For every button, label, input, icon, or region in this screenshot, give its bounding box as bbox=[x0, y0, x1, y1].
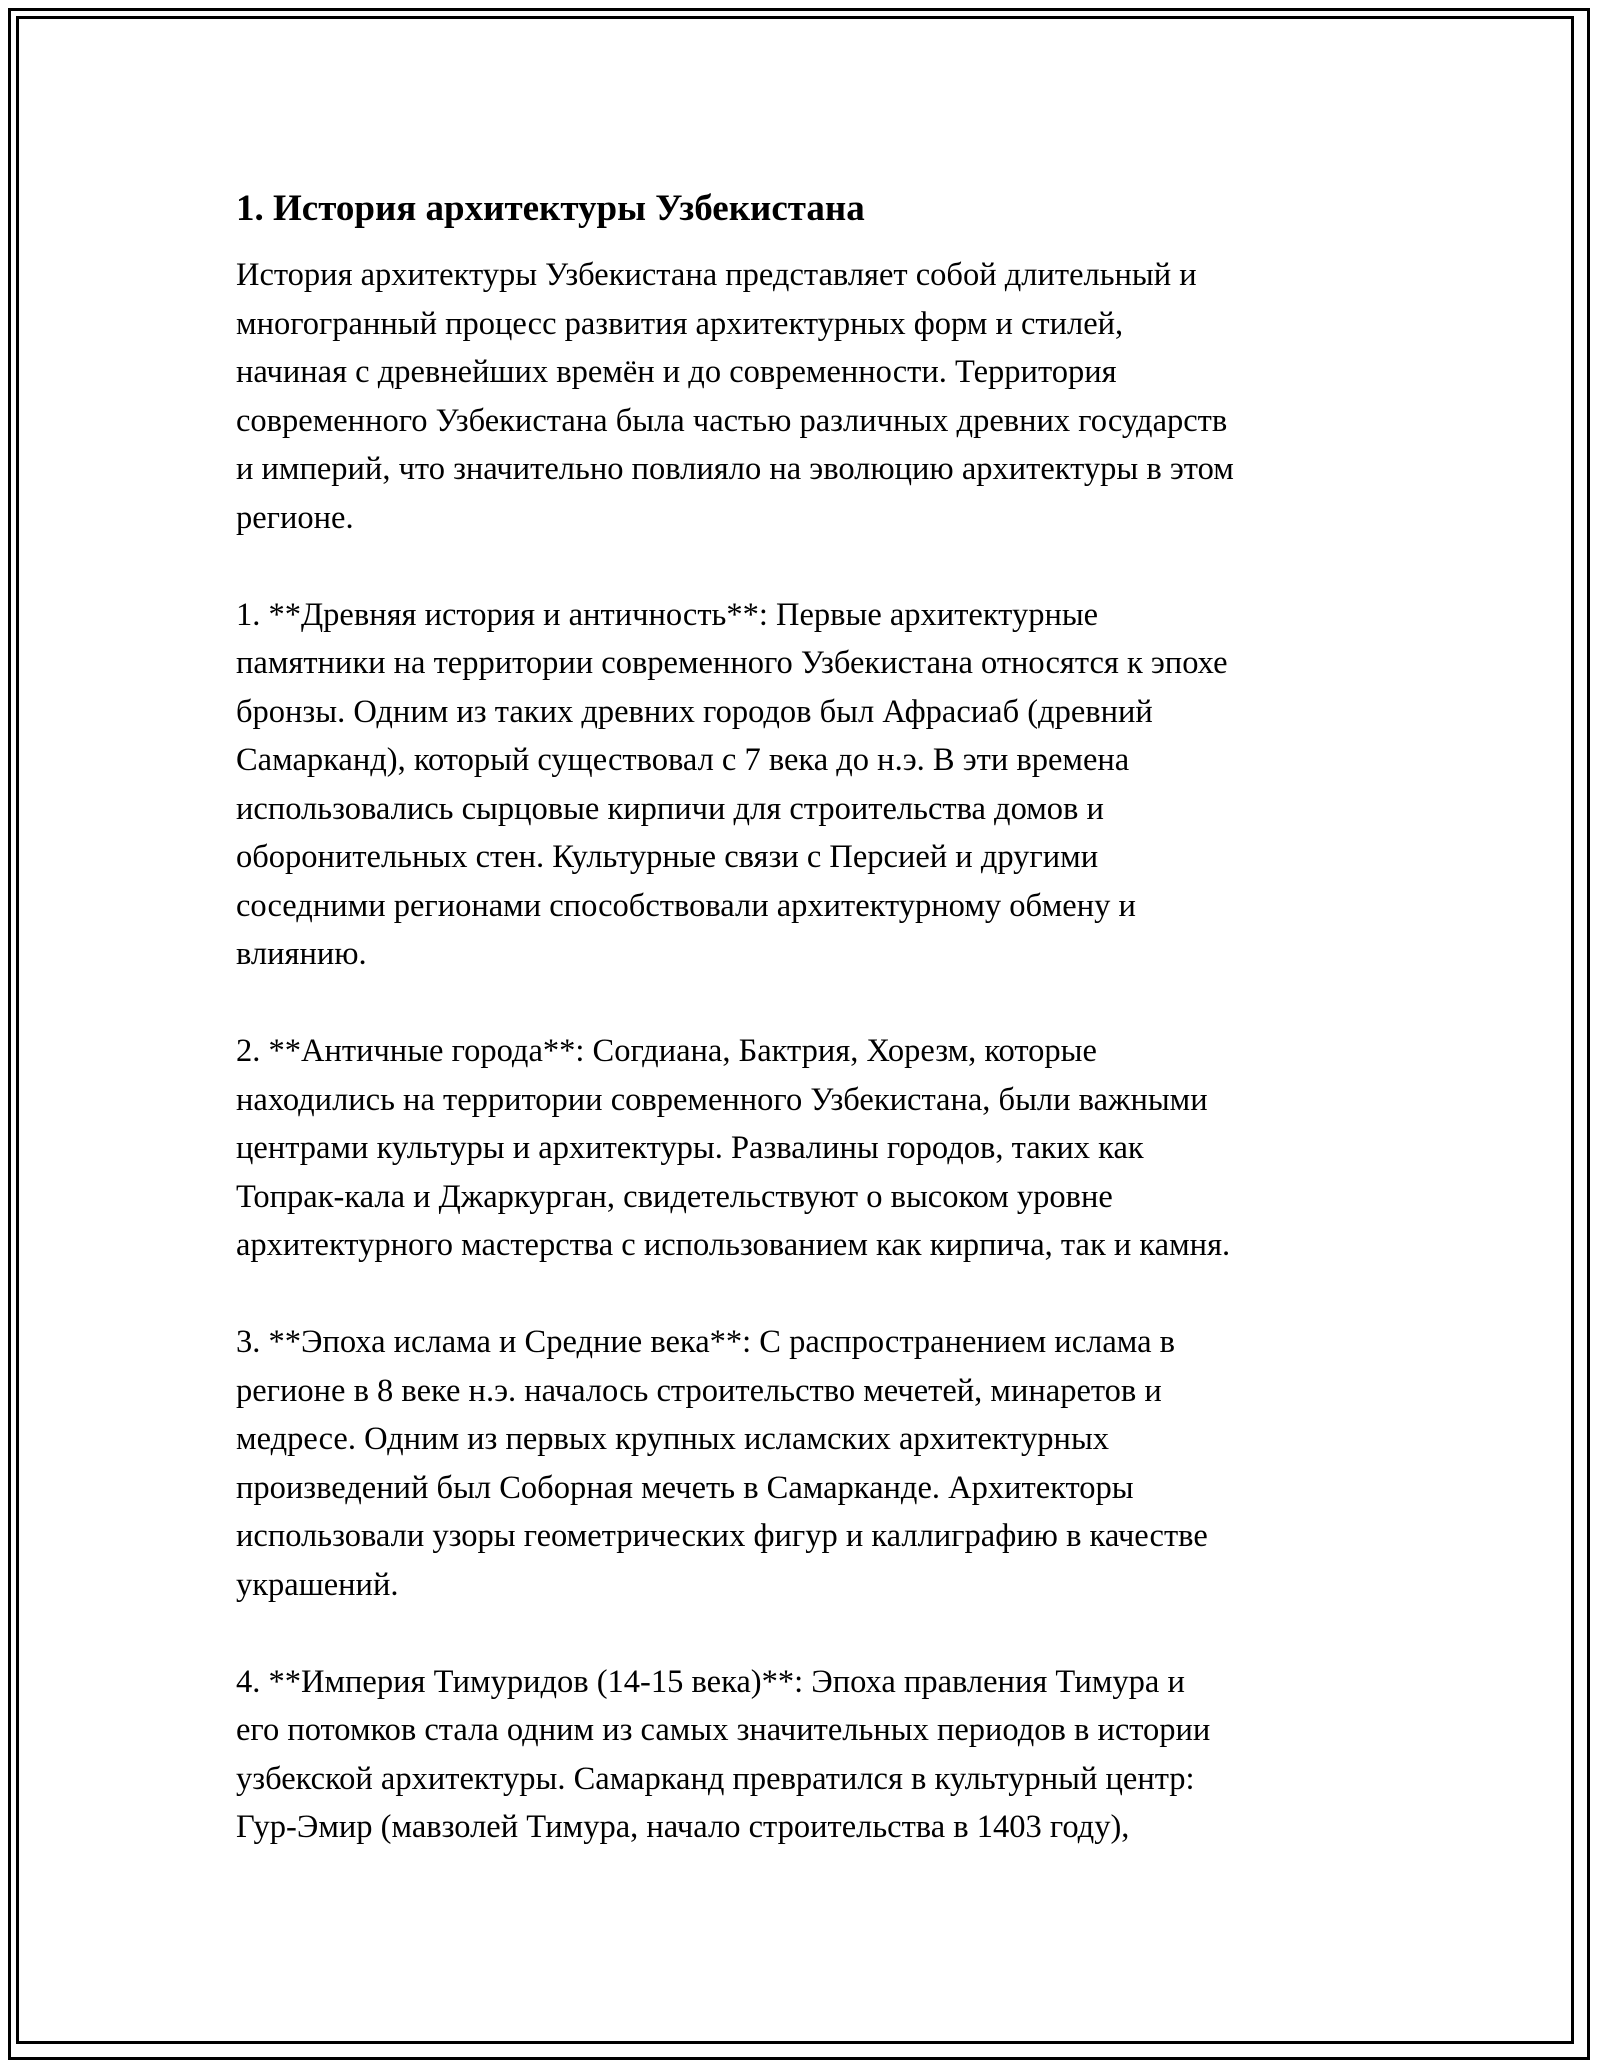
section-ancient-history: 1. **Древняя история и античность**: Первые архитектурные памятники на территории современного Узбекистана относятся к эпохе бронзы. Одним из таких древних городов был Афрасиаб (древний Самарканд), который существовал с 7 века до н.э. В эти времена использовались сырцовые кирпичи для строительства домов и оборонительных стен. Культурные связи с Персией и другими соседними регионами способствовали архитектурному обмену и влиянию. bbox=[236, 596, 1228, 972]
section-islam-middle-ages: 3. **Эпоха ислама и Средние века**: С распространением ислама в регионе в 8 веке н.э. началось строительство мечетей, минаретов и медресе. Одним из первых крупных исламских архитектурных произведений был Соборная мечеть в Самарканде. Архитекторы использовали узоры геометрических фигур и каллиграфию в качестве украшений. bbox=[236, 1324, 1208, 1603]
intro-paragraph: История архитектуры Узбекистана представляет собой длительный и многогранный процесс развития архитектурных форм и стилей, начиная с древнейших времён и до современности. Территория современного Узбекистана была частью различных древних государств и империй, что значительно повлияло на эволюцию архитектуры в этом регионе. bbox=[236, 257, 1234, 536]
section-ancient-cities: 2. **Античные города**: Согдиана, Бактрия, Хорезм, которые находились на территории современного Узбекистана, были важными центрами культуры и архитектуры. Развалины городов, таких как Топрак-кала и Джаркурган, свидетельствуют о высоком уровне архитектурного мастерства с использованием как кирпича, так и камня. bbox=[236, 1033, 1231, 1263]
section-timurid-empire: 4. **Империя Тимуридов (14-15 века)**: Эпоха правления Тимура и его потомков стала одним из самых значительных периодов в истории узбекской архитектуры. Самарканд превратился в культурный центр: Гур-Эмир (мавзолей Тимура, начало строительства в 1403 году), bbox=[236, 1663, 1211, 1845]
document-body bbox=[236, 185, 1376, 1900]
document-title: 1. История архитектуры Узбекистана bbox=[236, 188, 865, 229]
